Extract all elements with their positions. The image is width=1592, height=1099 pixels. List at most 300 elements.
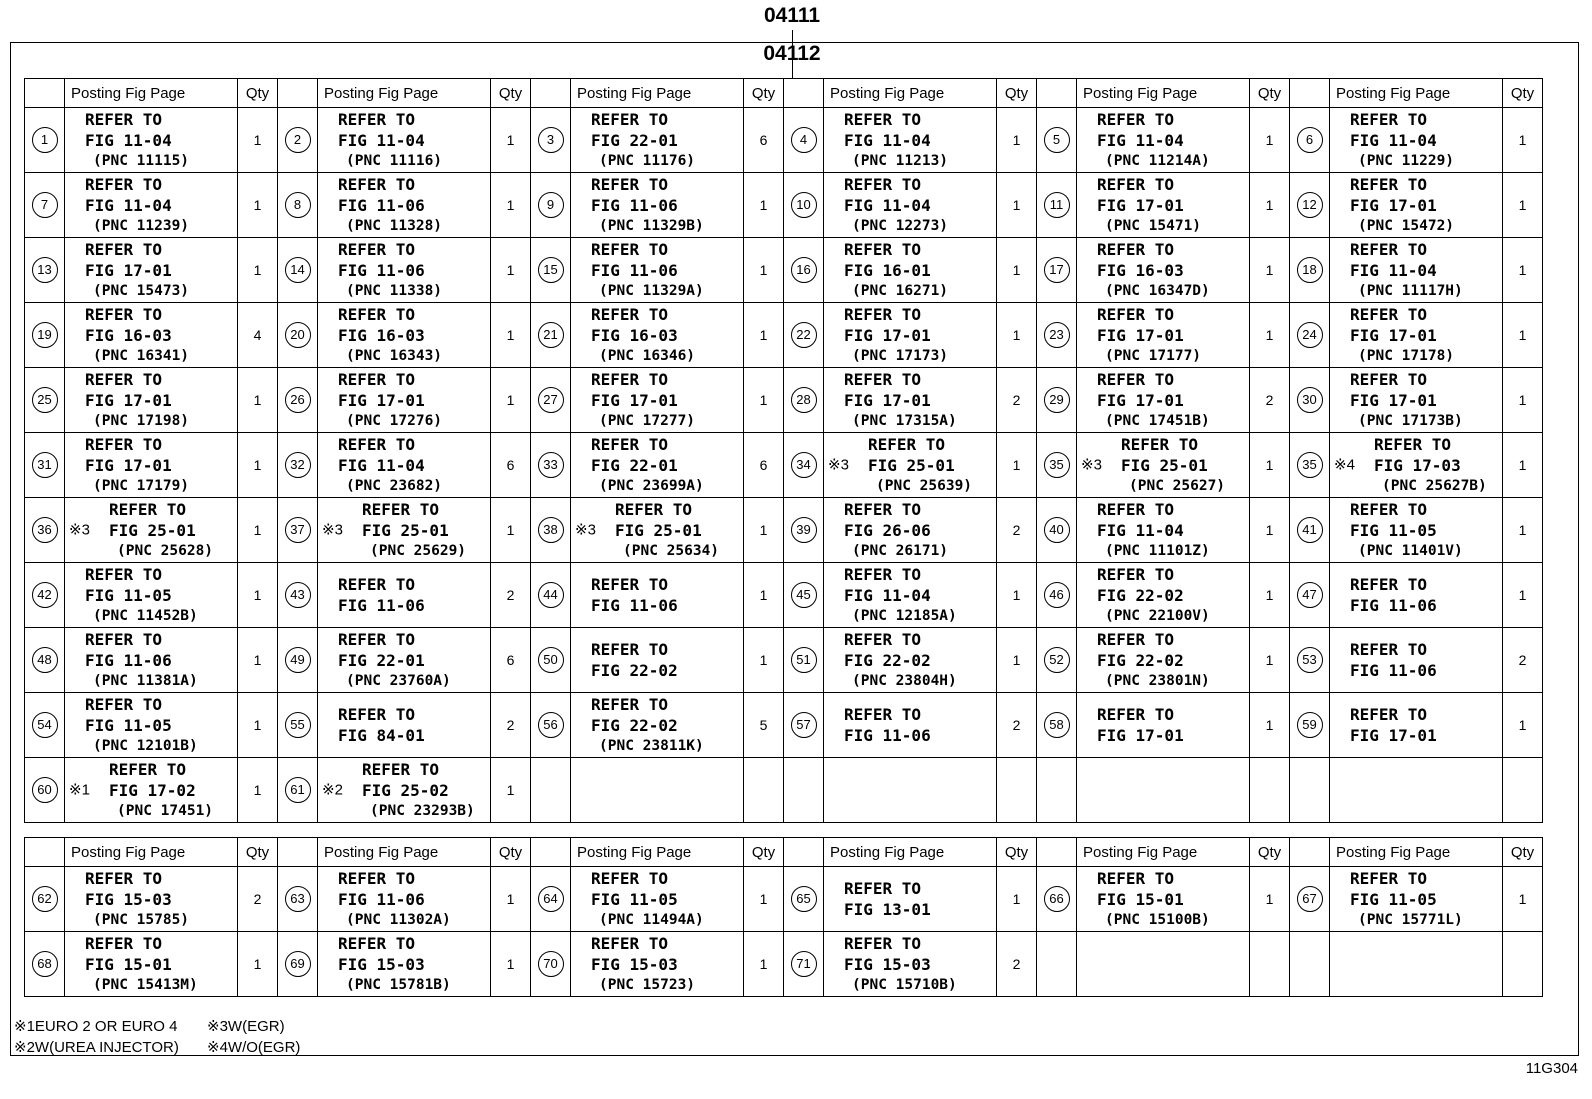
quantity-cell: 1 [1503, 303, 1543, 368]
reference-cell [1330, 563, 1503, 628]
fig-link[interactable]: FIG 11-04 [1097, 520, 1184, 540]
reference-text [1330, 434, 1502, 497]
reference-text [1330, 499, 1502, 562]
refer-to-label: REFER TO [844, 109, 922, 129]
reference-cell [1330, 693, 1503, 758]
reference-cell [824, 433, 997, 498]
item-number-badge: 35 [1297, 452, 1323, 478]
refer-to-label: REFER TO [1097, 369, 1175, 389]
header-qty: Qty [238, 79, 278, 108]
item-number-cell [784, 932, 824, 997]
fig-link[interactable]: FIG 15-01 [85, 954, 172, 974]
fig-link[interactable]: FIG 25-01 [362, 520, 449, 540]
item-number-cell [1290, 238, 1330, 303]
refer-to-label: REFER TO [1097, 629, 1175, 649]
fig-link[interactable]: FIG 16-01 [844, 260, 931, 280]
item-number-cell [25, 173, 65, 238]
fig-link[interactable]: FIG 17-01 [338, 390, 425, 410]
reference-text [571, 369, 743, 432]
fig-link[interactable]: FIG 16-03 [338, 325, 425, 345]
header-posting: Posting Fig Page [824, 838, 997, 867]
refer-to-label: REFER TO [85, 564, 163, 584]
fig-link[interactable]: FIG 11-04 [844, 585, 931, 605]
pnc-label: (PNC 25628) [117, 542, 214, 559]
refer-to-label: REFER TO [1097, 174, 1175, 194]
reference-text [1077, 704, 1249, 746]
fig-link[interactable]: FIG 17-02 [109, 780, 196, 800]
pnc-label: (PNC 23804H) [852, 672, 957, 689]
quantity-cell: 1 [238, 173, 278, 238]
fig-link[interactable]: FIG 22-02 [591, 661, 678, 680]
refer-to-label: REFER TO [844, 629, 922, 649]
reference-cell [824, 758, 997, 823]
fig-link[interactable]: FIG 25-01 [868, 455, 955, 475]
fig-link[interactable]: FIG 15-01 [1097, 889, 1184, 909]
quantity-cell: 1 [1250, 867, 1290, 932]
reference-cell [65, 628, 238, 693]
refer-to-label: REFER TO [1097, 239, 1175, 259]
reference-text [824, 629, 996, 692]
item-number-badge: 64 [538, 886, 564, 912]
item-number-cell [1037, 433, 1077, 498]
item-number-cell [25, 108, 65, 173]
fig-link[interactable]: FIG 11-05 [85, 715, 172, 735]
quantity-cell: 2 [997, 693, 1037, 758]
condition-mark: ※2 [322, 781, 343, 799]
quantity-cell: 1 [1503, 433, 1543, 498]
pnc-label: (PNC 11452B) [93, 607, 198, 624]
fig-link[interactable]: FIG 84-01 [338, 726, 425, 745]
fig-link[interactable]: FIG 22-02 [1097, 585, 1184, 605]
pnc-label: (PNC 15785) [93, 911, 190, 928]
fig-link[interactable]: FIG 17-01 [85, 455, 172, 475]
item-number-cell [278, 867, 318, 932]
fig-link[interactable]: FIG 25-01 [615, 520, 702, 540]
pnc-label: (PNC 15472) [1358, 217, 1455, 234]
refer-to-label: REFER TO [591, 694, 669, 714]
reference-cell [824, 108, 997, 173]
refer-to-label: REFER TO [85, 304, 163, 324]
reference-cell [1077, 433, 1250, 498]
header-posting: Posting Fig Page [571, 79, 744, 108]
fig-link[interactable]: FIG 11-06 [338, 195, 425, 215]
reference-text [824, 239, 996, 302]
reference-cell [65, 758, 238, 823]
footnote-2: ※2W(UREA INJECTOR) [14, 1039, 179, 1056]
fig-link[interactable]: FIG 11-04 [338, 455, 425, 475]
pnc-label: (PNC 16343) [346, 347, 443, 364]
reference-text [65, 109, 237, 172]
reference-text [65, 564, 237, 627]
quantity-cell: 1 [491, 368, 531, 433]
fig-link[interactable]: FIG 17-01 [844, 325, 931, 345]
fig-link[interactable]: FIG 22-01 [591, 455, 678, 475]
refer-to-label: REFER TO [1097, 868, 1175, 888]
pnc-label: (PNC 11116) [346, 152, 443, 169]
fig-link[interactable]: FIG 11-06 [591, 596, 678, 615]
reference-cell [824, 693, 997, 758]
header-qty: Qty [1250, 79, 1290, 108]
fig-link[interactable]: FIG 17-01 [1350, 390, 1437, 410]
fig-link[interactable]: FIG 25-02 [362, 780, 449, 800]
reference-cell [65, 693, 238, 758]
item-number-badge: 67 [1297, 886, 1323, 912]
quantity-cell: 2 [238, 867, 278, 932]
item-number-cell [278, 563, 318, 628]
fig-link[interactable]: FIG 17-01 [1097, 195, 1184, 215]
item-number-cell [1037, 498, 1077, 563]
item-number-badge: 23 [1044, 322, 1070, 348]
reference-text [318, 174, 490, 237]
item-number-badge: 48 [32, 647, 58, 673]
fig-link[interactable]: FIG 11-06 [338, 596, 425, 615]
header-qty: Qty [744, 79, 784, 108]
condition-mark: ※3 [575, 521, 596, 539]
fig-link[interactable]: FIG 17-01 [1097, 726, 1184, 745]
item-number-cell [278, 108, 318, 173]
reference-cell [1330, 173, 1503, 238]
item-number-badge: 25 [32, 387, 58, 413]
reference-cell [65, 173, 238, 238]
reference-text [318, 434, 490, 497]
refer-to-label: REFER TO [591, 575, 669, 594]
quantity-cell: 2 [997, 932, 1037, 997]
quantity-cell [1503, 932, 1543, 997]
quantity-cell: 1 [1250, 173, 1290, 238]
header-num-cell [25, 838, 65, 867]
header-qty: Qty [491, 838, 531, 867]
item-number-cell [25, 693, 65, 758]
item-number-badge: 14 [285, 257, 311, 283]
reference-text [318, 759, 490, 822]
quantity-cell: 2 [997, 368, 1037, 433]
reference-text [1330, 639, 1502, 681]
quantity-cell: 1 [238, 932, 278, 997]
quantity-cell [997, 758, 1037, 823]
item-number-cell [278, 628, 318, 693]
reference-text [1330, 704, 1502, 746]
quantity-cell [744, 758, 784, 823]
reference-cell [318, 867, 491, 932]
item-number-cell [1290, 932, 1330, 997]
fig-link[interactable]: FIG 15-03 [844, 954, 931, 974]
fig-link[interactable]: FIG 16-03 [591, 325, 678, 345]
quantity-cell: 1 [238, 433, 278, 498]
item-number-cell [531, 433, 571, 498]
item-number-badge: 57 [791, 712, 817, 738]
quantity-cell: 1 [744, 303, 784, 368]
refer-to-label: REFER TO [591, 933, 669, 953]
fig-link[interactable]: FIG 17-01 [85, 390, 172, 410]
reference-text [824, 304, 996, 367]
refer-to-label: REFER TO [1350, 575, 1428, 594]
reference-text [1077, 499, 1249, 562]
quantity-cell: 1 [238, 108, 278, 173]
item-number-cell [784, 867, 824, 932]
reference-text [65, 694, 237, 757]
reference-cell [318, 563, 491, 628]
fig-link[interactable]: FIG 11-06 [591, 195, 678, 215]
quantity-cell [1503, 758, 1543, 823]
item-number-badge: 10 [791, 192, 817, 218]
item-number-cell [1290, 563, 1330, 628]
reference-cell [1077, 693, 1250, 758]
fig-link[interactable]: FIG 11-05 [591, 889, 678, 909]
fig-link[interactable]: FIG 11-06 [338, 889, 425, 909]
header-num-cell [531, 838, 571, 867]
item-number-cell [784, 108, 824, 173]
reference-text [571, 304, 743, 367]
refer-to-label: REFER TO [338, 174, 416, 194]
refer-to-label: REFER TO [844, 304, 922, 324]
pnc-label: (PNC 11239) [93, 217, 190, 234]
pnc-label: (PNC 11214A) [1105, 152, 1210, 169]
fig-link[interactable]: FIG 17-01 [1097, 325, 1184, 345]
fig-link[interactable]: FIG 11-04 [85, 195, 172, 215]
pnc-label: (PNC 11302A) [346, 911, 451, 928]
reference-cell [571, 368, 744, 433]
fig-link[interactable]: FIG 16-03 [1097, 260, 1184, 280]
pnc-label: (PNC 15781B) [346, 976, 451, 993]
fig-link[interactable]: FIG 22-02 [1097, 650, 1184, 670]
fig-link[interactable]: FIG 15-03 [591, 954, 678, 974]
fig-link[interactable]: FIG 11-06 [85, 650, 172, 670]
refer-to-label: REFER TO [844, 933, 922, 953]
pnc-label: (PNC 16341) [93, 347, 190, 364]
header-posting: Posting Fig Page [1077, 79, 1250, 108]
quantity-cell: 1 [744, 563, 784, 628]
item-number-badge: 31 [32, 452, 58, 478]
item-number-cell [1037, 693, 1077, 758]
pnc-label: (PNC 11329B) [599, 217, 704, 234]
refer-to-label: REFER TO [591, 369, 669, 389]
item-number-cell [784, 758, 824, 823]
condition-mark: ※3 [1081, 456, 1102, 474]
item-number-cell [784, 303, 824, 368]
fig-link[interactable]: FIG 11-06 [844, 726, 931, 745]
reference-cell [1077, 628, 1250, 693]
reference-cell [571, 758, 744, 823]
reference-text [1330, 109, 1502, 172]
pnc-label: (PNC 11329A) [599, 282, 704, 299]
item-number-badge: 59 [1297, 712, 1323, 738]
fig-link[interactable]: FIG 16-03 [85, 325, 172, 345]
item-number-cell [784, 368, 824, 433]
refer-to-label: REFER TO [1350, 705, 1428, 724]
item-number-cell [784, 238, 824, 303]
refer-to-label: REFER TO [109, 499, 187, 519]
fig-link[interactable]: FIG 11-04 [85, 130, 172, 150]
refer-to-label: REFER TO [338, 109, 416, 129]
fig-link[interactable]: FIG 22-02 [844, 650, 931, 670]
refer-to-label: REFER TO [1097, 499, 1175, 519]
item-number-badge: 29 [1044, 387, 1070, 413]
parts-table-2 [24, 837, 1543, 997]
item-number-badge: 19 [32, 322, 58, 348]
reference-text [1077, 369, 1249, 432]
header-qty: Qty [491, 79, 531, 108]
fig-link[interactable]: FIG 17-01 [1097, 390, 1184, 410]
item-number-badge: 50 [538, 647, 564, 673]
reference-cell [571, 433, 744, 498]
reference-text [1077, 304, 1249, 367]
reference-text [1077, 434, 1249, 497]
reference-cell [571, 238, 744, 303]
reference-cell [318, 108, 491, 173]
quantity-cell: 1 [1503, 867, 1543, 932]
fig-link[interactable]: FIG 11-04 [1350, 130, 1437, 150]
fig-link[interactable]: FIG 17-01 [844, 390, 931, 410]
condition-mark: ※1 [69, 781, 90, 799]
header-qty: Qty [1503, 79, 1543, 108]
item-number-cell [1037, 173, 1077, 238]
fig-link[interactable]: FIG 11-05 [1350, 889, 1437, 909]
reference-cell [318, 173, 491, 238]
fig-link[interactable]: FIG 13-01 [844, 900, 931, 919]
pnc-label: (PNC 11213) [852, 152, 949, 169]
refer-to-label: REFER TO [591, 109, 669, 129]
reference-text [318, 109, 490, 172]
quantity-cell: 1 [491, 173, 531, 238]
item-number-cell [1037, 867, 1077, 932]
header-posting: Posting Fig Page [571, 838, 744, 867]
fig-link[interactable]: FIG 22-01 [338, 650, 425, 670]
fig-link[interactable]: FIG 11-05 [1350, 520, 1437, 540]
quantity-cell: 6 [744, 433, 784, 498]
pnc-label: (PNC 11494A) [599, 911, 704, 928]
reference-text [1330, 868, 1502, 931]
quantity-cell: 1 [744, 498, 784, 563]
fig-link[interactable]: FIG 17-03 [1374, 455, 1461, 475]
header-posting: Posting Fig Page [1077, 838, 1250, 867]
pnc-label: (PNC 17198) [93, 412, 190, 429]
fig-link[interactable]: FIG 11-06 [338, 260, 425, 280]
fig-link[interactable]: FIG 17-01 [1350, 325, 1437, 345]
fig-link[interactable]: FIG 11-04 [1097, 130, 1184, 150]
reference-text [318, 304, 490, 367]
item-number-badge: 62 [32, 886, 58, 912]
quantity-cell: 2 [1250, 368, 1290, 433]
group-label-04112: 04112 [763, 42, 821, 65]
item-number-badge: 15 [538, 257, 564, 283]
reference-cell [1077, 932, 1250, 997]
fig-link[interactable]: FIG 11-06 [1350, 596, 1437, 615]
reference-cell [1077, 238, 1250, 303]
item-number-cell [1037, 628, 1077, 693]
fig-link[interactable]: FIG 11-04 [338, 130, 425, 150]
header-num-cell [531, 79, 571, 108]
fig-link[interactable]: FIG 11-04 [1350, 260, 1437, 280]
item-number-cell [531, 303, 571, 368]
refer-to-label: REFER TO [1350, 868, 1428, 888]
quantity-cell: 2 [1503, 628, 1543, 693]
fig-link[interactable]: FIG 11-04 [844, 195, 931, 215]
fig-link[interactable]: FIG 17-01 [1350, 726, 1437, 745]
quantity-cell: 6 [491, 433, 531, 498]
item-number-cell [25, 238, 65, 303]
header-qty: Qty [997, 79, 1037, 108]
fig-link[interactable]: FIG 25-01 [1121, 455, 1208, 475]
reference-cell [824, 932, 997, 997]
header-qty: Qty [997, 838, 1037, 867]
table-row [25, 303, 1543, 368]
refer-to-label: REFER TO [1350, 239, 1428, 259]
reference-text [571, 639, 743, 681]
fig-link[interactable]: FIG 17-01 [591, 390, 678, 410]
item-number-badge: 5 [1044, 127, 1070, 153]
reference-cell [824, 368, 997, 433]
fig-link[interactable]: FIG 11-06 [1350, 661, 1437, 680]
reference-cell [824, 498, 997, 563]
fig-link[interactable]: FIG 15-03 [338, 954, 425, 974]
item-number-badge: 30 [1297, 387, 1323, 413]
refer-to-label: REFER TO [591, 304, 669, 324]
refer-to-label: REFER TO [338, 705, 416, 724]
item-number-badge: 44 [538, 582, 564, 608]
quantity-cell: 1 [1250, 238, 1290, 303]
pnc-label: (PNC 11381A) [93, 672, 198, 689]
quantity-cell: 4 [238, 303, 278, 368]
pnc-label: (PNC 17179) [93, 477, 190, 494]
fig-link[interactable]: FIG 22-01 [591, 130, 678, 150]
item-number-cell [531, 173, 571, 238]
item-number-cell [784, 563, 824, 628]
refer-to-label: REFER TO [1097, 564, 1175, 584]
item-number-badge: 54 [32, 712, 58, 738]
reference-text [318, 629, 490, 692]
refer-to-label: REFER TO [844, 174, 922, 194]
quantity-cell: 1 [238, 498, 278, 563]
pnc-label: (PNC 15771L) [1358, 911, 1463, 928]
quantity-cell: 2 [491, 693, 531, 758]
fig-link[interactable]: FIG 17-01 [85, 260, 172, 280]
item-number-badge: 45 [791, 582, 817, 608]
item-number-badge: 53 [1297, 647, 1323, 673]
pnc-label: (PNC 17173) [852, 347, 949, 364]
item-number-cell [278, 932, 318, 997]
fig-link[interactable]: FIG 26-06 [844, 520, 931, 540]
reference-cell [1077, 368, 1250, 433]
fig-link[interactable]: FIG 25-01 [109, 520, 196, 540]
item-number-cell [25, 303, 65, 368]
refer-to-label: REFER TO [844, 705, 922, 724]
fig-link[interactable]: FIG 17-01 [1350, 195, 1437, 215]
reference-cell [318, 303, 491, 368]
item-number-badge: 16 [791, 257, 817, 283]
fig-link[interactable]: FIG 11-06 [591, 260, 678, 280]
quantity-cell: 6 [744, 108, 784, 173]
reference-text [1077, 174, 1249, 237]
pnc-label: (PNC 11117H) [1358, 282, 1463, 299]
refer-to-label: REFER TO [338, 304, 416, 324]
table-row [25, 108, 1543, 173]
refer-to-label: REFER TO [844, 369, 922, 389]
item-number-badge: 71 [791, 951, 817, 977]
footnote-4: ※4W/O(EGR) [207, 1039, 301, 1056]
item-number-badge: 42 [32, 582, 58, 608]
fig-link[interactable]: FIG 22-02 [591, 715, 678, 735]
refer-to-label: REFER TO [615, 499, 693, 519]
fig-link[interactable]: FIG 11-04 [844, 130, 931, 150]
reference-cell [65, 303, 238, 368]
refer-to-label: REFER TO [362, 759, 440, 779]
fig-link[interactable]: FIG 11-05 [85, 585, 172, 605]
quantity-cell: 1 [1503, 693, 1543, 758]
reference-cell [65, 867, 238, 932]
footnote-3: ※3W(EGR) [207, 1018, 285, 1035]
fig-link[interactable]: FIG 15-03 [85, 889, 172, 909]
quantity-cell: 1 [238, 368, 278, 433]
